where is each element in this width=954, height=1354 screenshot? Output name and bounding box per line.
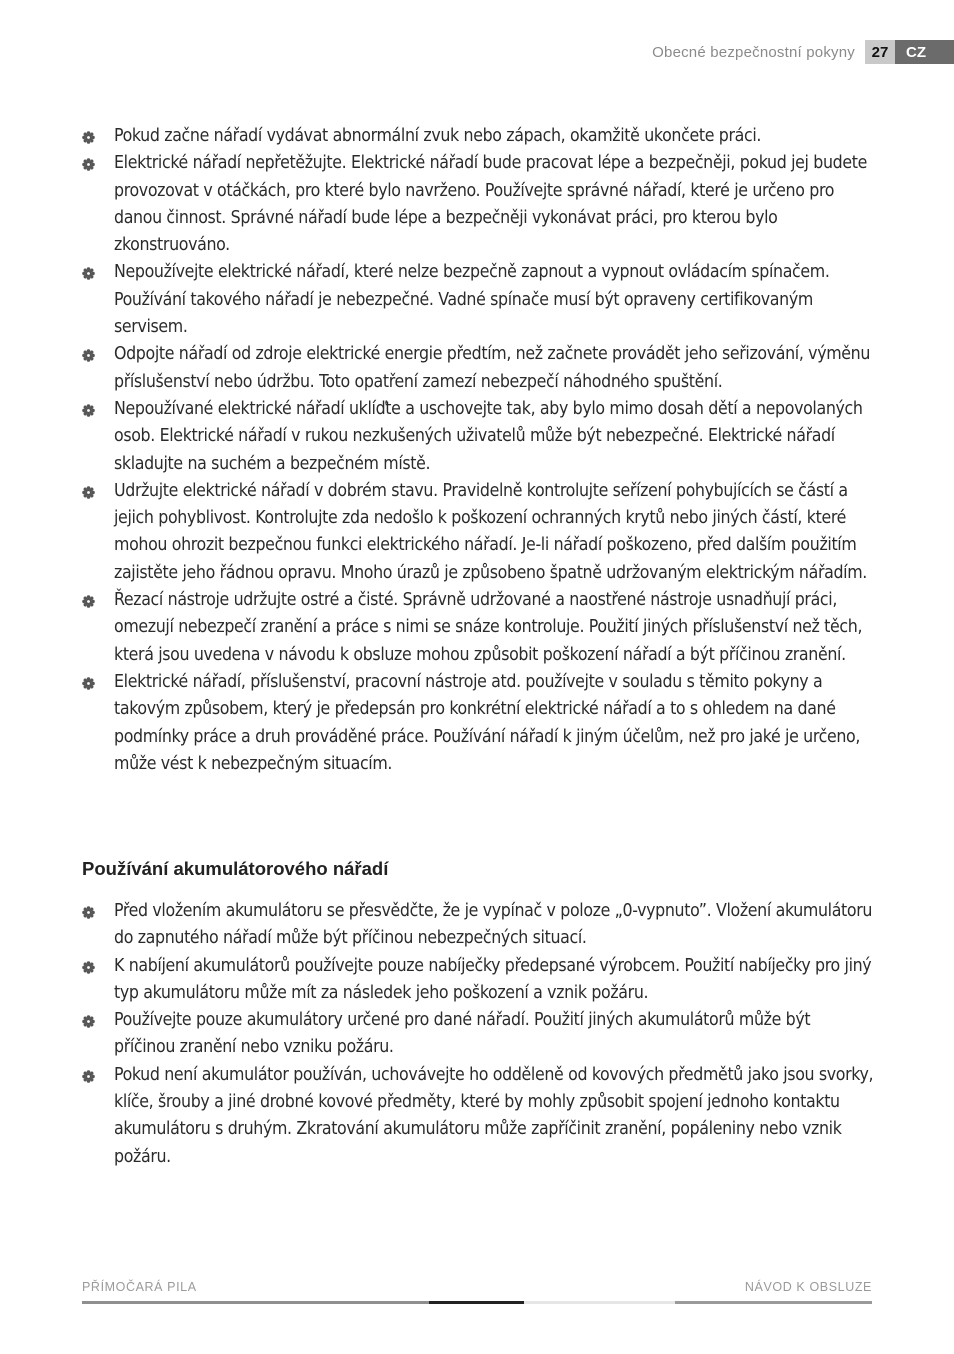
safety-instructions-list	[82, 123, 874, 778]
gear-bullet-icon	[82, 1015, 95, 1028]
list-item	[82, 1007, 874, 1062]
list-item-text: Řezací nástroje udržujte ostré a čisté. Správně udržované a naostřené nástroje usnadňují práci, omezují nebezpečí zranění a práce s nimi se snáze kontroluje. Použití jiných příslušenství než těch, která jsou uvedena v návodu k obsluze mohou způsobit poškození nářadí a být příčinou zranění.	[114, 590, 863, 665]
list-item-text: Odpojte nářadí od zdroje elektrické energie předtím, než začnete provádět jeho seřizování, výměnu příslušenství nebo údržbu. Toto opatření zamezí nebezpečí náhodného spuštění.	[114, 344, 871, 392]
gear-bullet-icon	[82, 349, 95, 362]
list-item-text: Pokud není akumulátor používán, uchovávejte ho odděleně od kovových předmětů jako jsou svorky, klíče, šrouby a jiné drobné kovové předměty, které by mohly způsobit spojení jednoho kontaktu akumulátoru s druhým. Zkratování akumulátoru může zapříčinit zranění, popáleniny nebo vznik požáru.	[114, 1064, 874, 1167]
list-item	[82, 396, 874, 478]
list-item	[82, 341, 874, 396]
footer-rule-segment	[82, 1301, 429, 1304]
list-item	[82, 898, 874, 953]
gear-bullet-icon	[82, 1070, 95, 1083]
page-number: 27	[865, 40, 895, 64]
list-item-text: Elektrické nářadí, příslušenství, pracovní nástroje atd. používejte v souladu s těmito pokyny a takovým způsobem, který je předepsán pro konkrétní elektrické nářadí a to s ohledem na dané podmínky práce a druh prováděné práce. Používání nářadí k jiným účelům, než pro jaké je určeno, může vést k nebezpečným situacím.	[114, 671, 861, 774]
list-item-text: Nepoužívejte elektrické nářadí, které nelze bezpečně zapnout a vypnout ovládacím spínačem. Používání takového nářadí je nebezpečné. Vadné spínače musí být opraveny certifikovaným servisem.	[114, 262, 830, 338]
list-item	[82, 259, 874, 341]
footer-rule-segment	[429, 1301, 524, 1304]
footer-rule-segment	[524, 1301, 675, 1304]
list-item	[82, 669, 874, 778]
list-item-text: K nabíjení akumulátorů používejte pouze nabíječky předepsané výrobcem. Použití nabíječky pro jiný typ akumulátoru může mít za následek jeho poškození a vznik požáru.	[114, 955, 872, 1003]
list-item	[82, 587, 874, 669]
footer-rule	[82, 1301, 872, 1304]
page-header	[652, 40, 954, 64]
gear-bullet-icon	[82, 404, 95, 417]
gear-bullet-icon	[82, 131, 95, 144]
gear-bullet-icon	[82, 595, 95, 608]
list-item	[82, 478, 874, 587]
footer-rule-segment	[675, 1301, 872, 1304]
gear-bullet-icon	[82, 677, 95, 690]
gear-bullet-icon	[82, 906, 95, 919]
battery-instructions-list	[82, 898, 874, 1171]
section-title: Obecné bezpečnostní pokyny	[652, 43, 855, 61]
gear-bullet-icon	[82, 961, 95, 974]
list-item	[82, 1062, 874, 1171]
list-item	[82, 953, 874, 1008]
footer-product-name: PŘÍMOČARÁ PILA	[82, 1280, 197, 1294]
list-item-text: Elektrické nářadí nepřetěžujte. Elektrické nářadí bude pracovat lépe a bezpečněji, pokud jej budete provozovat v otáčkách, pro které bylo navrženo. Používejte správné nářadí, které je určeno pro danou činnost. Správné nářadí bude lépe a bezpečněji vykonávat práci, pro kterou bylo zkonstruováno.	[114, 153, 867, 256]
language-tab: CZ	[895, 40, 954, 64]
gear-bullet-icon	[82, 158, 95, 171]
list-item-text: Před vložením akumulátoru se přesvědčte, že je vypínač v poloze „0-vypnuto”. Vložení akumulátoru do zapnutého nářadí může být příčinou nebezpečných situací.	[114, 901, 873, 949]
footer-manual-title: NÁVOD K OBSLUZE	[744, 1280, 872, 1294]
gear-bullet-icon	[82, 486, 95, 499]
list-item-text: Nepoužívané elektrické nářadí uklíďte a uschovejte tak, aby bylo mimo dosah dětí a nepovolaných osob. Elektrické nářadí v rukou nezkušených uživatelů může být nebezpečné. Elektrické nářadí skladujte na suchém a bezpečném místě.	[114, 398, 863, 474]
gear-bullet-icon	[82, 267, 95, 280]
section-heading: Používání akumulátorového nářadí	[82, 858, 389, 879]
list-item-text: Používejte pouze akumulátory určené pro dané nářadí. Použití jiných akumulátorů může být příčinou zranění nebo vzniku požáru.	[114, 1010, 811, 1058]
list-item	[82, 123, 874, 150]
list-item-text: Pokud začne nářadí vydávat abnormální zvuk nebo zápach, okamžitě ukončete práci.	[114, 126, 762, 146]
list-item	[82, 150, 874, 259]
list-item-text: Udržujte elektrické nářadí v dobrém stavu. Pravidelně kontrolujte seřízení pohybujících se částí a jejich pohyblivost. Kontrolujte zda nedošlo k poškození ochranných krytů nebo jiných částí, které mohou ohrozit bezpečnou funkci elektrického nářadí. Je-li nářadí poškozeno, před dalším použitím zajistěte jeho řádnou opravu. Mnoho úrazů je způsobeno špatně udržovaným elektrickým nářadím.	[114, 480, 867, 583]
